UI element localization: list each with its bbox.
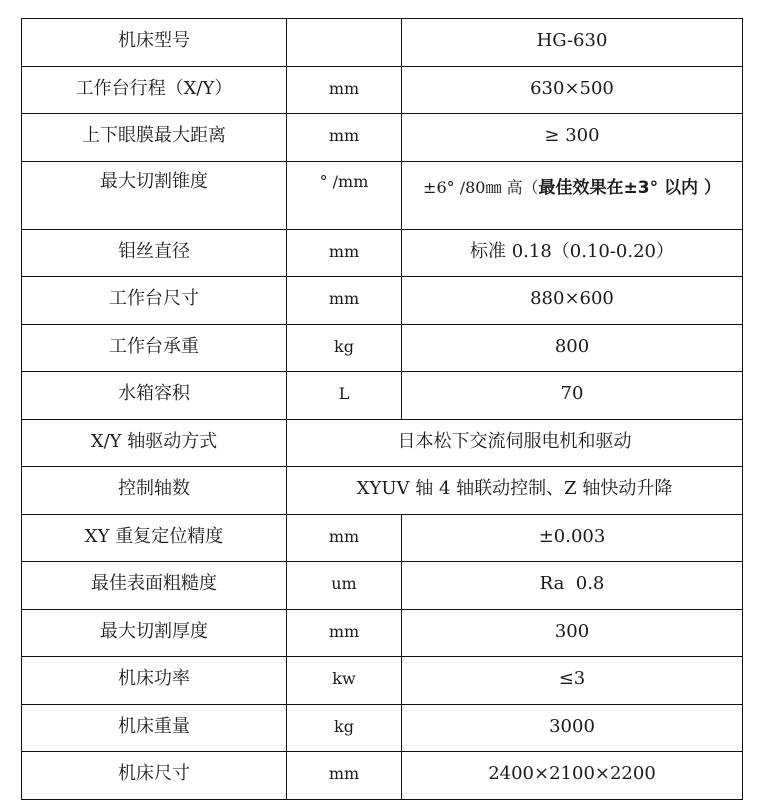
spec-table: [21, 18, 743, 800]
table-row: [22, 19, 743, 67]
value-cell: [402, 161, 743, 229]
param-name-cell: 最佳表面粗糙度: [22, 562, 287, 610]
unit-cell: kg: [287, 704, 402, 752]
value-cell: 70: [402, 372, 743, 420]
value-cell: ≥ 300: [402, 114, 743, 162]
unit-cell: L: [287, 372, 402, 420]
param-name-cell: 机床尺寸: [22, 752, 287, 800]
taper-best-effect-note: 最佳效果在±3° 以内 ）: [538, 177, 721, 198]
unit-cell: [287, 19, 402, 67]
unit-cell: mm: [287, 114, 402, 162]
value-cell: HG-630: [402, 19, 743, 67]
unit-cell: mm: [287, 514, 402, 562]
param-name-cell: 控制轴数: [22, 467, 287, 515]
unit-cell: um: [287, 562, 402, 610]
value-cell-merged: 日本松下交流伺服电机和驱动: [287, 419, 743, 467]
table-row: [22, 609, 743, 657]
param-name-cell: X/Y 轴驱动方式: [22, 419, 287, 467]
table-row: [22, 324, 743, 372]
table-row: [22, 114, 743, 162]
table-row: [22, 66, 743, 114]
table-row: [22, 161, 743, 229]
table-row: [22, 562, 743, 610]
param-name-cell: 最大切割厚度: [22, 609, 287, 657]
unit-cell: mm: [287, 277, 402, 325]
value-cell: ±0.003: [402, 514, 743, 562]
unit-cell: mm: [287, 752, 402, 800]
value-cell: ≤3: [402, 657, 743, 705]
unit-cell: mm: [287, 229, 402, 277]
table-row: [22, 752, 743, 800]
param-name-cell: 工作台承重: [22, 324, 287, 372]
value-cell: 2400×2100×2200: [402, 752, 743, 800]
table-row: [22, 419, 743, 467]
table-row: [22, 514, 743, 562]
param-name-cell: 机床功率: [22, 657, 287, 705]
value-cell: 630×500: [402, 66, 743, 114]
value-cell: Ra 0.8: [402, 562, 743, 610]
param-name-cell: 钼丝直径: [22, 229, 287, 277]
table-row: [22, 229, 743, 277]
param-name-cell: XY 重复定位精度: [22, 514, 287, 562]
param-name-cell: 上下眼膜最大距离: [22, 114, 287, 162]
unit-cell: mm: [287, 66, 402, 114]
value-cell: 300: [402, 609, 743, 657]
value-cell: 标准 0.18（0.10-0.20）: [402, 229, 743, 277]
param-name-cell: 机床重量: [22, 704, 287, 752]
value-cell: 880×600: [402, 277, 743, 325]
taper-value-text: ±6° /80㎜ 高（: [423, 177, 539, 197]
value-cell: 800: [402, 324, 743, 372]
value-cell-merged: XYUV 轴 4 轴联动控制、Z 轴快动升降: [287, 467, 743, 515]
param-name-cell: 水箱容积: [22, 372, 287, 420]
param-name-cell: 最大切割锥度: [22, 161, 287, 229]
param-name-cell: 工作台尺寸: [22, 277, 287, 325]
unit-cell: kg: [287, 324, 402, 372]
table-row: [22, 704, 743, 752]
param-name-cell: 工作台行程（X/Y）: [22, 66, 287, 114]
table-row: [22, 372, 743, 420]
unit-cell: mm: [287, 609, 402, 657]
unit-cell: kw: [287, 657, 402, 705]
table-row: [22, 467, 743, 515]
value-cell: 3000: [402, 704, 743, 752]
table-row: [22, 277, 743, 325]
param-name-cell: 机床型号: [22, 19, 287, 67]
unit-cell: ° /mm: [287, 161, 402, 229]
table-row: [22, 657, 743, 705]
